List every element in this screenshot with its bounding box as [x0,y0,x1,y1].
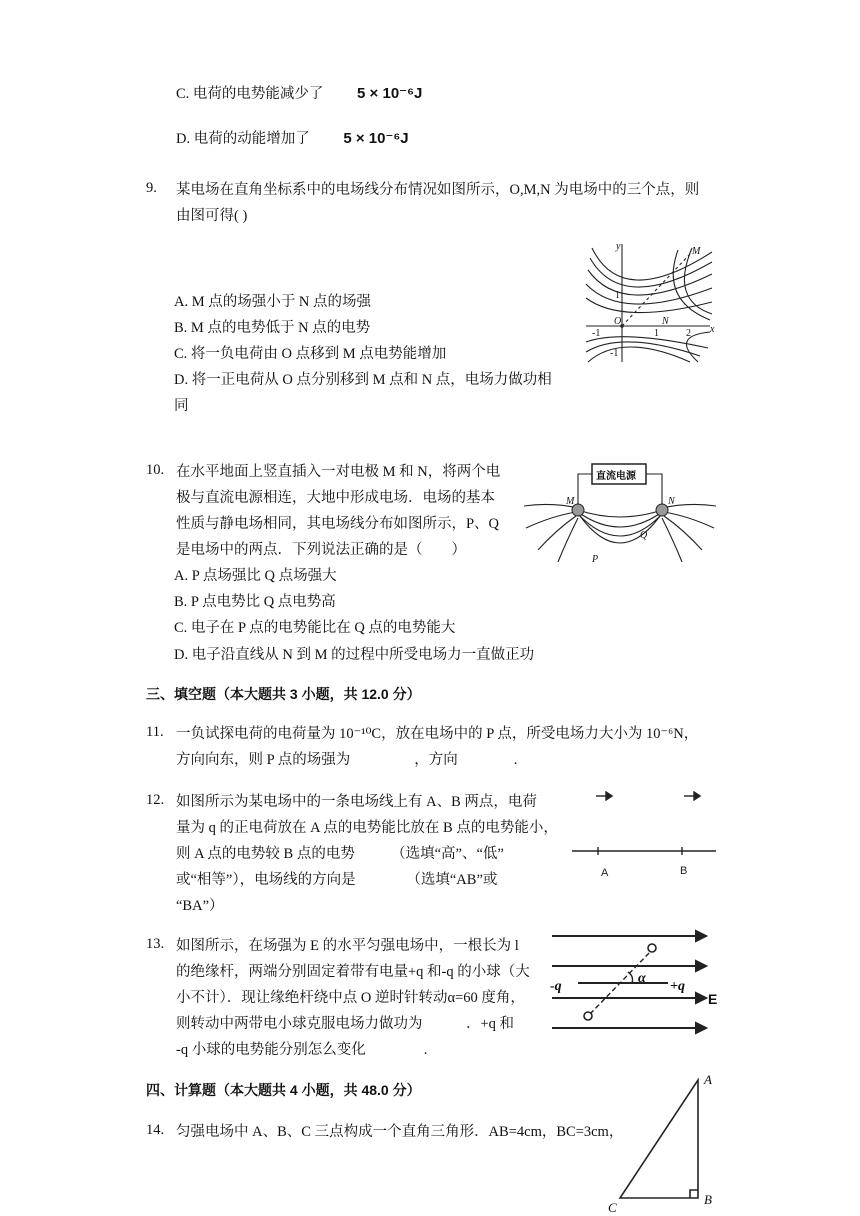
q10-number: 10. [146,462,165,478]
q9-tick-minus1: -1 [592,328,601,339]
q13-line2: 的绝缘杆，两端分别固定着带有电量+q 和-q 的小球（大 [176,964,530,980]
q10-source-label: 直流电源 [596,471,636,482]
q9-number: 9. [146,180,157,196]
q13-line1: 如图所示，在场强为 E 的水平匀强电场中，一根长为 l [176,938,519,954]
q8-option-d [176,129,409,149]
q9-stem-line2: 由图可得( ) [176,208,248,224]
q10-label-q: Q [640,530,648,541]
q8-option-d-formula: 5 × 10⁻⁶J [343,130,409,147]
q13-label-e: E [708,991,718,1007]
q10-field-figure [522,458,718,568]
q10-stem-line3: 性质与静电场相同，其电场线分布如图所示，P、Q [176,516,500,532]
q13-ball-top [648,944,656,952]
q9-tick-2: 2 [686,328,691,339]
q14-stem: 匀强电场中 A、B、C 三点构成一个直角三角形．AB=4cm，BC=3cm， [176,1124,624,1140]
q10-label-m: M [566,496,575,507]
q9-option-a: A. M 点的场强小于 N 点的场强 [174,294,371,310]
q13-label-alpha: α [638,971,646,986]
q12-line3: 则 A 点的电势较 B 点的电势 （选填“高”、“低” [176,846,504,862]
q10-stem-line1: 在水平地面上竖直插入一对电极 M 和 N，将两个电 [176,464,501,480]
q14-label-c: C [608,1200,617,1215]
q9-field-figure [582,240,722,366]
q12-number: 12. [146,792,165,808]
q9-tick-1: 1 [654,328,659,339]
q10-option-c: C. 电子在 P 点的电势能比在 Q 点的电势能大 [174,620,456,636]
q9-axis-x-label: x [710,324,715,335]
q9-option-c: C. 将一负电荷由 O 点移到 M 点电势能增加 [174,346,447,362]
q10-stem-line4: 是电场中的两点．下列说法正确的是（ ） [176,542,466,558]
q8-option-c [176,84,422,104]
q14-triangle-figure [604,1068,724,1214]
q11-number: 11. [146,724,164,740]
q12-label-b: B [680,865,688,877]
q9-axis-y-label: y [616,241,621,252]
q10-option-a: A. P 点场强比 Q 点场强大 [174,568,337,584]
q12-line4: 或“相等”），电场线的方向是 （选填“AB”或 [176,872,498,888]
q9-option-d-cont: 同 [174,398,189,414]
q10-label-p: P [592,554,599,565]
q12-line2: 量为 q 的正电荷放在 A 点的电势能比放在 B 点的电势能小， [176,820,558,836]
q9-tick-ym1: -1 [610,348,619,359]
q9-option-d: D. 将一正电荷从 O 点分别移到 M 点和 N 点，电场力做功相 [174,372,552,388]
q14-label-b: B [704,1192,712,1207]
q13-number: 13. [146,936,165,952]
q10-option-d: D. 电子沿直线从 N 到 M 的过程中所受电场力一直做正功 [174,647,535,663]
q13-rod-figure [548,926,722,1038]
q13-label-minus-q: -q [550,979,562,994]
q13-line5: -q 小球的电势能分别怎么变化 . [176,1042,428,1058]
q12-label-a: A [601,867,609,879]
q14-label-a: A [704,1072,712,1087]
section-4-heading: 四、计算题（本大题共 4 小题，共 48.0 分） [146,1082,421,1098]
q9-stem-line1: 某电场在直角坐标系中的电场线分布情况如图所示，O,M,N 为电场中的三个点，则 [176,182,700,198]
q10-stem-line2: 极与直流电源相连，大地中形成电场．电场的基本 [176,490,495,506]
q10-electrode-n [656,504,668,516]
q12-line-figure [568,786,718,882]
q9-tick-y1: 1 [615,290,620,301]
q11-line2-c: . [513,752,518,768]
q13-line3: 小不计）．现让缘绝杆绕中点 O 逆时针转动α=60 度角， [176,990,525,1006]
q8-option-c-label: C. 电荷的电势能减少了 [176,86,324,102]
q9-option-b: B. M 点的电势低于 N 点的电势 [174,320,371,336]
q9-label-o: O [614,316,622,327]
section-3-heading: 三、填空题（本大题共 3 小题，共 12.0 分） [146,686,421,702]
q10-label-n: N [668,496,675,507]
q11-line2-b: ，方向 [414,752,458,768]
q13-line4: 则转动中两带电小球克服电场力做功为 ．+q 和 [176,1016,515,1032]
q11-line1: 一负试探电荷的电荷量为 10⁻¹⁰C，放在电场中的 P 点，所受电场力大小为 10⁻⁶N， [176,726,699,742]
q11-line2-a: 方向向东，则 P 点的场强为 [176,752,351,768]
q8-option-c-formula: 5 × 10⁻⁶J [357,85,423,102]
q9-label-m: M [692,246,701,257]
q13-label-plus-q: +q [670,979,685,994]
q11-line2 [176,750,517,770]
q12-line1: 如图所示为某电场中的一条电场线上有 A、B 两点，电荷 [176,794,537,810]
q8-option-d-label: D. 电荷的动能增加了 [176,131,310,147]
q14-number: 14. [146,1122,165,1138]
q12-line5: “BA”） [176,898,224,914]
q13-ball-bottom [584,1012,592,1020]
q9-label-n: N [662,316,669,327]
q10-option-b: B. P 点电势比 Q 点电势高 [174,594,336,610]
